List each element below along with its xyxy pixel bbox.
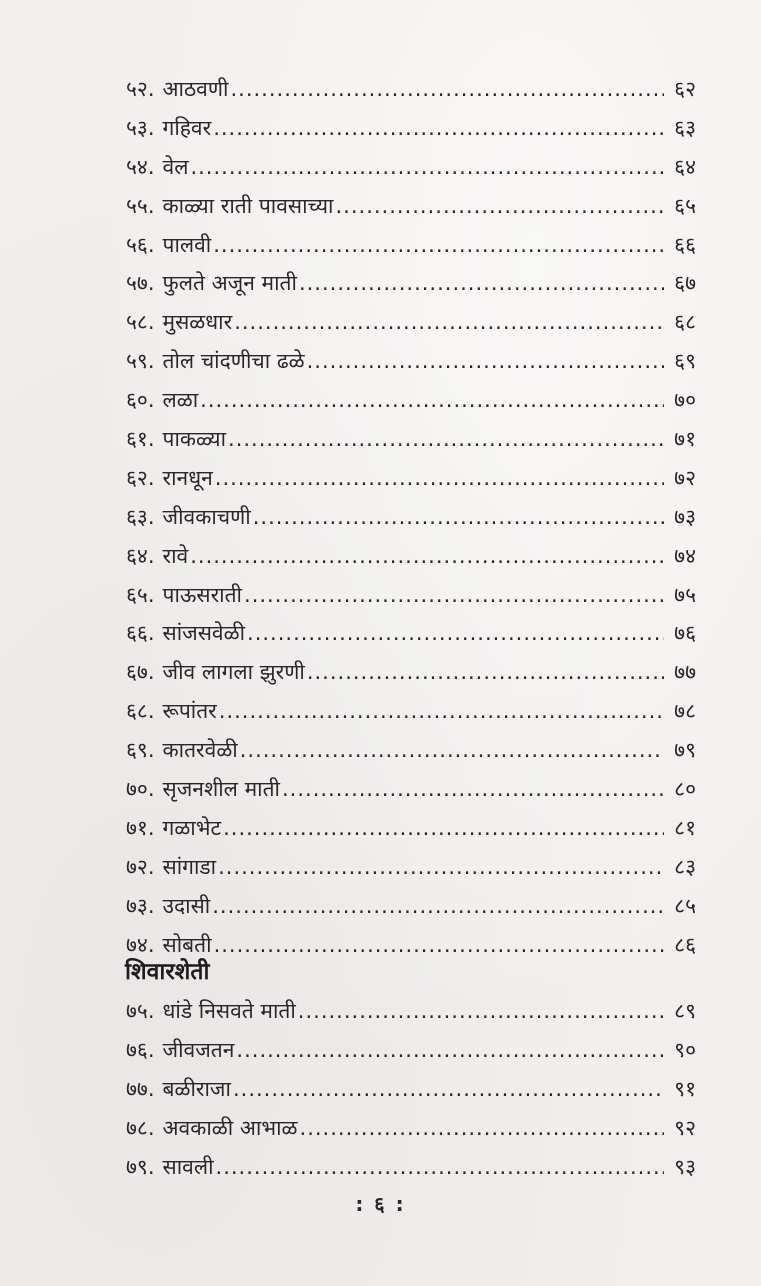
entry-number: ७६. (126, 1037, 155, 1062)
dot-leader (336, 187, 665, 226)
dot-leader (233, 1070, 664, 1109)
entry-title: तोल चांदणीचा ढळे (162, 349, 305, 374)
entry-number: ५२. (126, 77, 155, 101)
toc-entry (126, 887, 696, 926)
entry-title: सांगाडा (162, 854, 217, 879)
entry-page-number: ६४ (674, 154, 696, 179)
entry-title: जीव लागला झुरणी (162, 660, 305, 685)
entry-page-number: ६६ (674, 232, 696, 257)
table-of-contents (126, 70, 696, 964)
entry-number: ७३. (126, 893, 155, 918)
entry-page-number: ९३ (674, 1154, 696, 1179)
dot-leader (219, 692, 664, 731)
entry-number: ७२. (126, 854, 155, 879)
dot-leader (236, 1031, 664, 1070)
entry-page-number: ७७ (674, 660, 696, 685)
entry-page-number: ९१ (674, 1076, 696, 1101)
entry-number: ६९. (126, 738, 155, 763)
toc-entry (126, 731, 696, 770)
entry-title: उदासी (162, 893, 211, 918)
toc-entry (126, 264, 696, 303)
toc-entry (126, 992, 696, 1031)
dot-leader (213, 226, 664, 265)
entry-number: ५५. (126, 193, 155, 218)
entry-title: सावली (162, 1154, 214, 1179)
entry-title: मुसळधार (162, 310, 233, 335)
entry-title: धांडे निसवते माती (162, 999, 296, 1023)
toc-entry (126, 848, 696, 887)
page-number: : ६ : (355, 1192, 406, 1216)
entry-number: ७५. (126, 999, 155, 1023)
entry-page-number: ६२ (674, 77, 696, 101)
entry-title: सोबती (162, 932, 212, 957)
entry-page-number: ९० (674, 1037, 696, 1062)
toc-entry (126, 109, 696, 148)
dot-leader (240, 731, 664, 770)
entry-page-number: ६५ (674, 193, 696, 218)
entry-title: अवकाळी आभाळ (162, 1115, 298, 1140)
entry-title: लळा (162, 388, 199, 413)
dot-leader (214, 926, 664, 965)
dot-leader (244, 576, 664, 615)
entry-page-number: ८३ (674, 854, 696, 879)
table-of-contents-section (126, 992, 696, 1186)
toc-entry (126, 770, 696, 809)
entry-page-number: ८६ (674, 932, 696, 957)
entry-number: ६३. (126, 504, 155, 529)
toc-entry (126, 187, 696, 226)
entry-title: सांजसवेळी (162, 621, 246, 646)
entry-number: ६०. (126, 388, 155, 413)
entry-number: ५९. (126, 349, 155, 374)
entry-page-number: ६९ (674, 349, 696, 374)
entry-title: पालवी (162, 232, 212, 257)
entry-page-number: ७६ (674, 621, 696, 646)
entry-number: ५६. (126, 232, 155, 257)
entry-page-number: ८९ (674, 999, 696, 1023)
toc-entry (126, 537, 696, 576)
entry-page-number: ७५ (674, 582, 696, 607)
toc-entry (126, 576, 696, 615)
entry-title: रानधून (162, 465, 213, 490)
entry-page-number: ६३ (674, 115, 696, 140)
entry-title: कातरवेळी (162, 738, 238, 763)
entry-title: बळीराजा (162, 1076, 231, 1101)
entry-title: गळाभेट (162, 815, 222, 840)
entry-page-number: ८१ (674, 815, 696, 840)
entry-number: ७०. (126, 777, 155, 802)
entry-page-number: ७४ (674, 543, 696, 568)
entry-page-number: ७३ (674, 504, 696, 529)
entry-number: ७९. (126, 1154, 155, 1179)
entry-number: ७४. (126, 932, 155, 957)
entry-title: पाकळ्या (162, 427, 227, 452)
toc-entry (126, 1148, 696, 1187)
entry-page-number: ७० (674, 388, 696, 413)
dot-leader (299, 264, 664, 303)
entry-title: जीवजतन (162, 1037, 235, 1062)
toc-entry (126, 148, 696, 187)
entry-number: ५३. (126, 115, 155, 140)
dot-leader (190, 537, 664, 576)
entry-title: रूपांतर (162, 699, 217, 724)
dot-leader (223, 809, 664, 848)
entry-number: ६६. (126, 621, 155, 646)
entry-number: ७१. (126, 815, 155, 840)
entry-page-number: ७१ (674, 427, 696, 452)
toc-entry (126, 614, 696, 653)
entry-number: ५७. (126, 271, 155, 296)
dot-leader (234, 303, 664, 342)
entry-title: जीवकाचणी (162, 504, 251, 529)
toc-entry (126, 926, 696, 965)
dot-leader (190, 148, 664, 187)
toc-entry (126, 381, 696, 420)
entry-number: ६४. (126, 543, 155, 568)
toc-entry (126, 342, 696, 381)
entry-page-number: ८५ (674, 893, 696, 918)
entry-page-number: ७९ (674, 738, 696, 763)
toc-entry (126, 1031, 696, 1070)
entry-number: ६५. (126, 582, 155, 607)
entry-title: गहिवर (162, 115, 212, 140)
entry-page-number: ७८ (674, 699, 696, 724)
dot-leader (200, 381, 664, 420)
toc-entry (126, 809, 696, 848)
entry-number: ७७. (126, 1076, 155, 1101)
dot-leader (298, 992, 664, 1031)
dot-leader (307, 653, 664, 692)
dot-leader (253, 498, 664, 537)
toc-entry (126, 1109, 696, 1148)
dot-leader (307, 342, 664, 381)
toc-entry (126, 692, 696, 731)
toc-entry (126, 459, 696, 498)
toc-entry (126, 1070, 696, 1109)
entry-page-number: ७२ (674, 465, 696, 490)
entry-title: वेल (162, 154, 189, 179)
entry-page-number: ६८ (674, 310, 696, 335)
toc-entry (126, 226, 696, 265)
entry-number: ५४. (126, 154, 155, 179)
toc-entry (126, 653, 696, 692)
dot-leader (282, 770, 664, 809)
entry-title: आठवणी (162, 77, 229, 101)
toc-entry (126, 498, 696, 537)
dot-leader (216, 1148, 664, 1187)
dot-leader (230, 70, 664, 109)
toc-entry (126, 303, 696, 342)
entry-title: फुलते अजून माती (162, 271, 297, 296)
entry-number: ६७. (126, 660, 155, 685)
entry-page-number: ६७ (674, 271, 696, 296)
dot-leader (228, 420, 664, 459)
toc-entry (126, 70, 696, 109)
dot-leader (218, 848, 664, 887)
dot-leader (247, 614, 664, 653)
entry-number: ६२. (126, 465, 155, 490)
entry-title: काळ्या राती पावसाच्या (162, 193, 334, 218)
entry-number: ७८. (126, 1115, 155, 1140)
entry-page-number: ९२ (674, 1115, 696, 1140)
entry-number: ५८. (126, 310, 155, 335)
entry-number: ६१. (126, 427, 155, 452)
entry-number: ६८. (126, 699, 155, 724)
entry-title: पाऊसराती (162, 582, 243, 607)
dot-leader (300, 1109, 664, 1148)
dot-leader (212, 887, 664, 926)
entry-title: रावे (162, 543, 189, 568)
section-heading: शिवारशेती (125, 959, 210, 985)
entry-title: सृजनशील माती (162, 777, 280, 802)
dot-leader (215, 459, 664, 498)
dot-leader (213, 109, 664, 148)
toc-entry (126, 420, 696, 459)
entry-page-number: ८० (674, 777, 696, 802)
